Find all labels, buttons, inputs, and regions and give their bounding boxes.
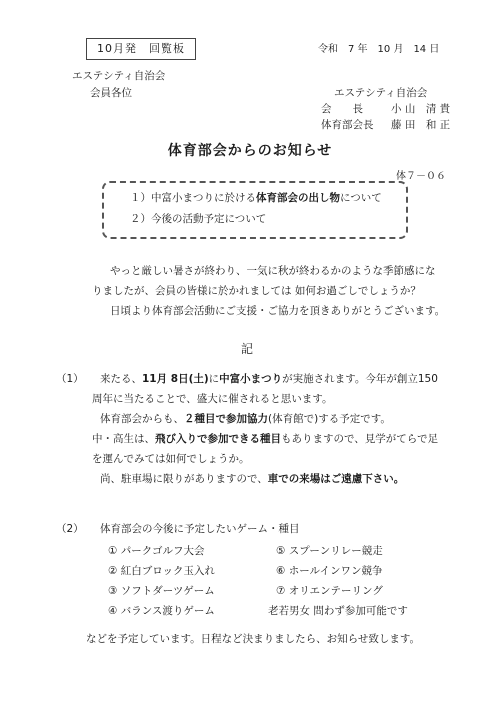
closing-line: などを予定しています。日程など決まりましたら、お知らせ致します。 xyxy=(86,633,421,645)
sender-org: エステシティ自治会 xyxy=(334,87,428,99)
sender-dept-name: 藤 田 和 正 xyxy=(391,119,451,131)
section-1-line-1: 来たる、11月 8日(土)に中富小まつりが実施されます。今年が創立150 xyxy=(100,373,438,385)
issue-date: 令和 7 年 10 月 14 日 xyxy=(318,44,440,55)
intro-line-2: りましたが、会員の皆様に於かれましては 如何お過ごしでしょうか？ xyxy=(92,285,421,297)
recipient-members: 会員各位 xyxy=(90,87,132,99)
section-1-number: （1） xyxy=(56,373,84,385)
page-title: 体育部会からのお知らせ xyxy=(167,143,333,159)
game-item: ③ ソフトダーツゲーム xyxy=(108,585,215,597)
intro-line-1: やっと厳しい暑さが終わり、一気に秋が終わるかのような季節感にな xyxy=(110,265,436,277)
document-number: 体７－０６ xyxy=(396,171,446,182)
section-2-number: （2） xyxy=(56,523,84,535)
section-1-line-2: 周年に当たることで、盛大に催されると思います。 xyxy=(92,393,333,405)
participation-note: 老若男女 問わず参加可能です xyxy=(268,605,408,617)
game-item: ⑦ オリエンテーリング xyxy=(276,585,383,597)
section-1-line-5: を運んでみては如何でしょうか。 xyxy=(92,453,250,465)
section-2-heading: 体育部会の今後に予定したいゲーム・種目 xyxy=(100,523,300,535)
game-item: ① パークゴルフ大会 xyxy=(108,545,205,557)
game-item: ⑥ ホールインワン競争 xyxy=(276,565,383,577)
game-item: ② 紅白ブロック玉入れ xyxy=(108,565,216,577)
section-1-line-3: 体育部会からも、２種目で参加協力(体育館で)する予定です。 xyxy=(100,413,391,425)
game-item: ④ バランス渡りゲーム xyxy=(108,605,215,617)
topic-1: １）中富小まつりに於ける体育部会の出し物について xyxy=(130,192,382,204)
recipient-org: エステシティ自治会 xyxy=(72,70,166,82)
circular-stamp: 10月発 回覧板 xyxy=(86,38,196,60)
ki-heading: 記 xyxy=(241,342,254,356)
game-item: ⑤ スプーンリレー競走 xyxy=(276,545,383,557)
section-1-line-4: 中・高生は、飛び入りで参加できる種目もありますので、見学がてらで足 xyxy=(92,433,439,445)
section-1-line-6: 尚、駐車場に限りがありますので、車での来場はご遠慮下さい。 xyxy=(100,473,405,485)
intro-line-3: 日頃より体育部会活動にご支援・ご協力を頂きありがとうございます。 xyxy=(110,305,446,317)
sender-chair-role: 会 長 xyxy=(321,103,363,115)
topic-2: ２）今後の活動予定について xyxy=(130,213,267,225)
sender-dept-role: 体育部会長 xyxy=(321,119,374,131)
sender-chair-name: 小 山 清 貴 xyxy=(391,103,451,115)
